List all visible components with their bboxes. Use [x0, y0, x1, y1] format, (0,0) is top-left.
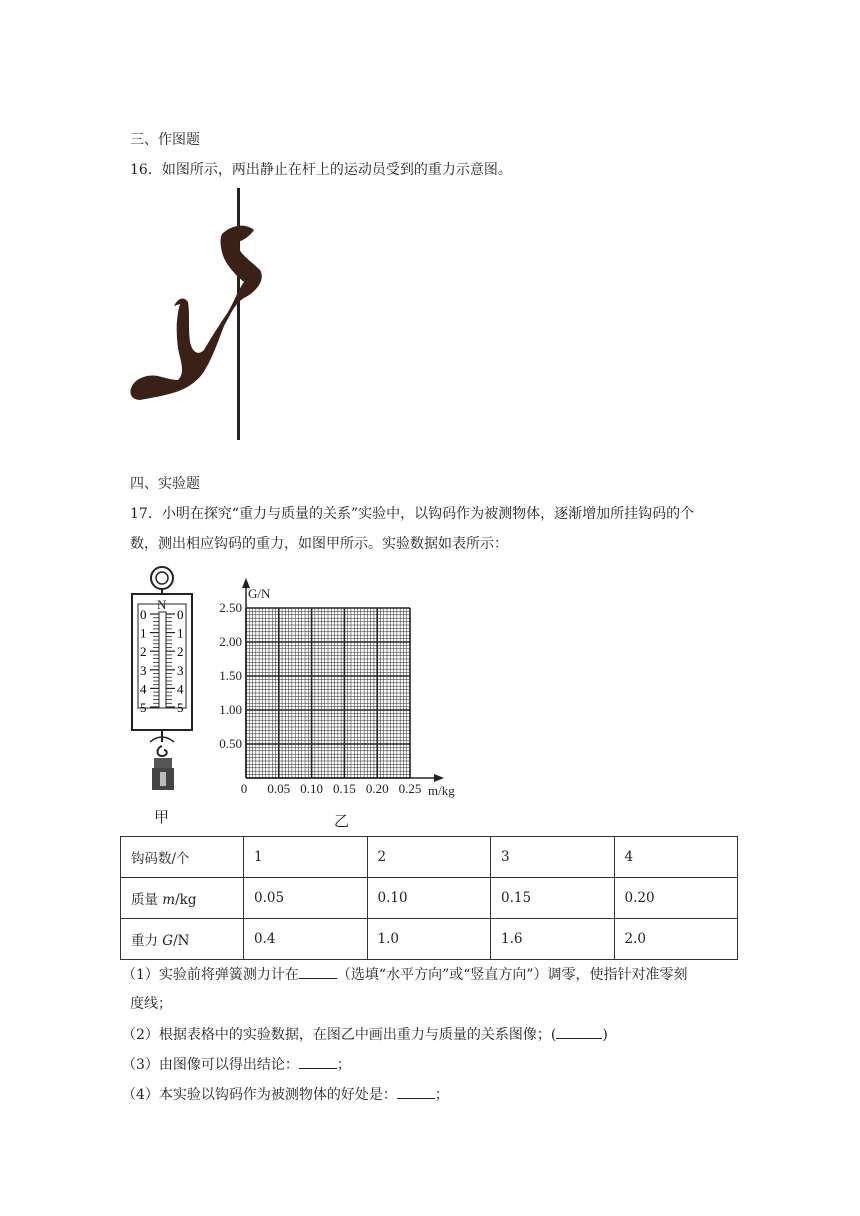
figure-jia-label: 甲	[154, 808, 170, 826]
scale-number-right: 3	[177, 662, 184, 678]
question-17-line2: 数，测出相应钩码的重力，如图甲所示。实验数据如表所示：	[130, 536, 508, 552]
scale-number-left: 2	[140, 644, 147, 660]
y-tick-label: 2.50	[219, 600, 242, 615]
x-axis-label: m/kg	[428, 783, 455, 798]
x-tick-label: 0.25	[398, 781, 422, 796]
athlete-silhouette	[130, 226, 261, 400]
question-2-part-a: （2）根据表格中的实验数据，在图乙中画出重力与质量的关系图像；(	[122, 1027, 557, 1043]
table-row	[121, 919, 738, 960]
table-cell: 1	[244, 837, 368, 878]
scale-number-left: 5	[140, 700, 147, 715]
table-cell: 1.6	[491, 919, 615, 960]
row-header	[121, 919, 244, 960]
scale-ring	[151, 567, 173, 589]
row-header	[121, 837, 244, 878]
question-4-part-b: ；	[434, 1087, 449, 1103]
y-tick-label: 0.50	[219, 736, 242, 751]
row-header-symbol: G	[162, 933, 174, 949]
table-cell: 0.10	[367, 878, 491, 919]
row-header	[121, 878, 244, 919]
y-tick-label: 2.00	[219, 634, 242, 649]
row-header-unit: /kg	[175, 892, 197, 908]
scale-number-right: 0	[177, 607, 184, 622]
table-cell: 2	[367, 837, 491, 878]
x-tick-label: 0.15	[333, 781, 356, 796]
question-3-part-b: ；	[336, 1057, 351, 1073]
table-row	[121, 878, 738, 919]
table-cell: 0.15	[491, 878, 615, 919]
table-cell: 0.05	[244, 878, 368, 919]
table-cell: 2.0	[614, 919, 738, 960]
table-cell: 1.0	[367, 919, 491, 960]
answer-blank-2[interactable]	[556, 1024, 602, 1039]
question-3	[122, 1054, 351, 1075]
scale-number-right: 2	[177, 644, 184, 660]
scale-number-right: 1	[177, 625, 184, 641]
pole-athlete-figure	[126, 186, 266, 442]
scale-number-right: 5	[177, 700, 184, 715]
scale-number-left: 1	[140, 625, 147, 641]
row-header-symbol: m	[162, 892, 176, 908]
question-4	[122, 1084, 449, 1105]
table-cell: 3	[491, 837, 615, 878]
table-cell: 0.4	[244, 919, 368, 960]
y-tick-label: 1.50	[219, 668, 242, 683]
section-four-title: 四、实验题	[130, 476, 200, 492]
question-17-line1: 17．小明在探究“重力与质量的关系”实验中，以钩码作为被测物体，逐渐增加所挂钩码的个	[130, 506, 695, 522]
answer-blank-1[interactable]	[299, 964, 337, 979]
table-cell: 0.20	[614, 878, 738, 919]
section-three-title: 三、作图题	[130, 132, 200, 148]
row-header-label: 重力	[131, 933, 163, 949]
answer-blank-4[interactable]	[397, 1084, 435, 1099]
y-tick-label: 1.00	[219, 702, 242, 717]
question-2	[122, 1024, 608, 1045]
hook	[158, 746, 167, 756]
table-cell: 4	[614, 837, 738, 878]
question-2-part-b: )	[602, 1027, 608, 1043]
spring-scale-figure	[128, 564, 200, 800]
x-tick-label: 0.05	[267, 781, 291, 796]
x-tick-label: 0.10	[300, 781, 323, 796]
scale-number-right: 4	[177, 681, 184, 697]
question-1	[122, 964, 688, 985]
question-1-part-b: （选填“水平方向”或“竖直方向”）调零，使指针对准零刻	[336, 967, 688, 983]
scale-unit-letter: N	[157, 597, 167, 612]
x-tick-label: 0.20	[365, 781, 389, 796]
scale-number-left: 3	[140, 662, 147, 678]
row-header-unit: /N	[173, 933, 190, 949]
x-axis-arrow	[434, 774, 444, 782]
question-1-part-a: （1）实验前将弹簧测力计在	[122, 967, 299, 983]
answer-blank-3[interactable]	[299, 1054, 337, 1069]
data-table	[120, 836, 738, 960]
x-tick-label: 0	[240, 781, 248, 796]
question-3-part-a: （3）由图像可以得出结论：	[122, 1057, 299, 1073]
question-16-text: 16．如图所示，两出静止在杆上的运动员受到的重力示意图。	[130, 162, 512, 178]
question-4-part-a: （4）本实验以钩码作为被测物体的好处是：	[122, 1087, 397, 1103]
table-row	[121, 837, 738, 878]
hook-weight-top	[154, 758, 172, 768]
figure-yi-label: 乙	[334, 812, 350, 830]
row-header-label: 质量	[131, 892, 163, 908]
y-axis-label: G/N	[248, 586, 271, 601]
gravity-mass-grid-chart	[210, 574, 470, 806]
row-header-label: 钩码数/个	[131, 851, 190, 867]
question-1-continuation: 度线；	[130, 996, 172, 1012]
scale-number-left: 0	[140, 607, 147, 622]
scale-number-left: 4	[140, 681, 147, 697]
